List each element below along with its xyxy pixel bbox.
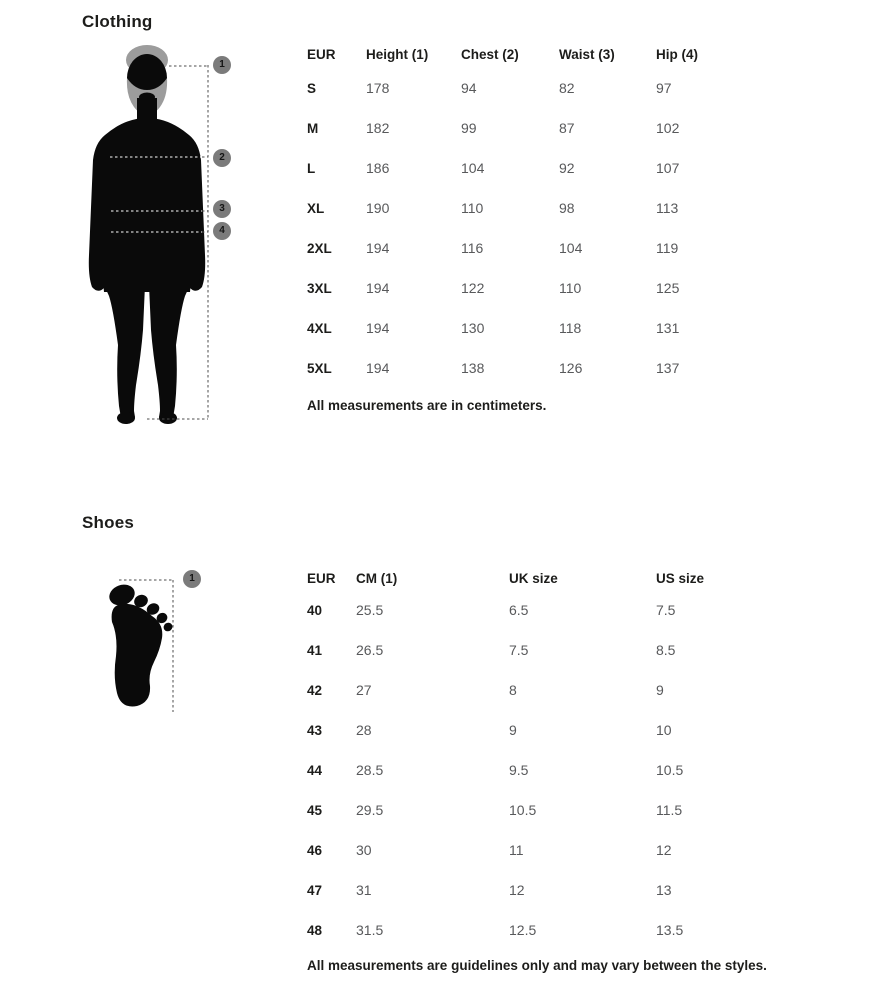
cell-value: 126 [559,360,583,376]
cell-value: 31.5 [356,922,384,938]
table-row [307,670,735,710]
cell-value: 98 [559,200,575,216]
shoes-measurements-note: All measurements are guidelines only and may vary between the styles. [307,958,767,973]
table-row [307,590,735,630]
cell-value: 29.5 [356,802,384,818]
cell-value: 10 [656,722,672,738]
cell-value: 12 [656,842,672,858]
cell-value: 13.5 [656,922,684,938]
column-header: Waist (3) [559,46,615,62]
table-row [307,750,735,790]
table-row [307,870,735,910]
cell-value: 11 [509,842,524,858]
cell-value: 122 [461,280,485,296]
row-size-label: 43 [307,722,323,738]
cell-value: 194 [366,280,390,296]
column-header: EUR [307,46,336,62]
footprint-illustration [105,570,210,715]
cell-value: 182 [366,120,390,136]
row-size-label: M [307,120,319,136]
cell-value: 28 [356,722,372,738]
column-header: Height (1) [366,46,429,62]
cell-value: 9 [656,682,664,698]
column-header: US size [656,570,705,586]
cell-value: 97 [656,80,672,96]
cell-value: 110 [559,280,582,296]
cell-value: 125 [656,280,680,296]
row-size-label: XL [307,200,325,216]
cell-value: 8.5 [656,642,676,658]
cell-value: 27 [356,682,372,698]
cell-value: 194 [366,360,390,376]
table-row [307,710,735,750]
column-header: Chest (2) [461,46,519,62]
marker-label: 1 [219,59,225,70]
measurement-marker-2 [213,149,231,167]
cell-value: 137 [656,360,680,376]
clothing-size-table [307,40,736,388]
cell-value: 178 [366,80,390,96]
cell-value: 118 [559,320,582,336]
cell-value: 31 [356,882,372,898]
cell-value: 99 [461,120,477,136]
cell-value: 10.5 [509,802,537,818]
table-row [307,228,736,268]
table-row [307,268,736,308]
cell-value: 104 [559,240,583,256]
row-size-label: 5XL [307,360,332,376]
cell-value: 11.5 [656,802,683,818]
table-header-row [307,40,736,68]
cell-value: 9 [509,722,517,738]
cell-value: 87 [559,120,575,136]
table-row [307,108,736,148]
column-header: UK size [509,570,558,586]
cell-value: 10.5 [656,762,684,778]
cell-value: 26.5 [356,642,384,658]
cell-value: 94 [461,80,477,96]
row-size-label: L [307,160,316,176]
clothing-measurement-figure [85,40,245,425]
table-row [307,68,736,108]
clothing-section-title: Clothing [82,12,153,31]
measurement-marker-4 [213,222,231,240]
cell-value: 186 [366,160,390,176]
measurement-marker-1 [213,56,231,74]
cell-value: 13 [656,882,672,898]
cell-value: 116 [461,240,484,256]
cell-value: 28.5 [356,762,384,778]
row-size-label: 2XL [307,240,332,256]
marker-label: 1 [189,573,195,584]
row-size-label: 45 [307,802,323,818]
table-row [307,830,735,870]
column-header: Hip (4) [656,46,698,62]
table-row [307,148,736,188]
cell-value: 25.5 [356,602,384,618]
cell-value: 130 [461,320,485,336]
shoes-size-table [307,566,735,950]
table-row [307,630,735,670]
shoes-measurement-figure [105,570,210,715]
table-header-row [307,566,735,590]
table-row [307,348,736,388]
row-size-label: 46 [307,842,323,858]
cell-value: 92 [559,160,575,176]
row-size-label: 47 [307,882,323,898]
marker-label: 3 [219,203,225,214]
marker-label: 2 [219,152,225,163]
cell-value: 194 [366,320,390,336]
column-header: EUR [307,570,336,586]
cell-value: 7.5 [656,602,676,618]
shoes-section-title: Shoes [82,513,135,532]
cell-value: 7.5 [509,642,529,658]
cell-value: 138 [461,360,485,376]
measurement-marker-3 [213,200,231,218]
table-row [307,188,736,228]
cell-value: 107 [656,160,680,176]
cell-value: 194 [366,240,390,256]
cell-value: 102 [656,120,680,136]
cell-value: 9.5 [509,762,529,778]
cell-value: 113 [656,200,679,216]
cell-value: 6.5 [509,602,529,618]
table-row [307,790,735,830]
table-row [307,308,736,348]
row-size-label: 4XL [307,320,332,336]
table-row [307,910,735,950]
cell-value: 12 [509,882,525,898]
row-size-label: 41 [307,642,323,658]
cell-value: 12.5 [509,922,537,938]
footprint-silhouette [106,581,174,706]
column-header: CM (1) [356,570,398,586]
cell-value: 110 [461,200,484,216]
cell-value: 131 [656,320,680,336]
row-size-label: 42 [307,682,323,698]
cell-value: 82 [559,80,575,96]
cell-value: 104 [461,160,485,176]
cell-value: 30 [356,842,372,858]
row-size-label: S [307,80,317,96]
row-size-label: 48 [307,922,323,938]
row-size-label: 40 [307,602,323,618]
cell-value: 8 [509,682,517,698]
cell-value: 190 [366,200,390,216]
marker-label: 4 [219,225,225,236]
row-size-label: 3XL [307,280,332,296]
clothing-measurements-note: All measurements are in centimeters. [307,398,547,413]
measurement-marker-1 [183,570,201,588]
body-silhouette [89,98,205,424]
row-size-label: 44 [307,762,323,778]
cell-value: 119 [656,240,679,256]
